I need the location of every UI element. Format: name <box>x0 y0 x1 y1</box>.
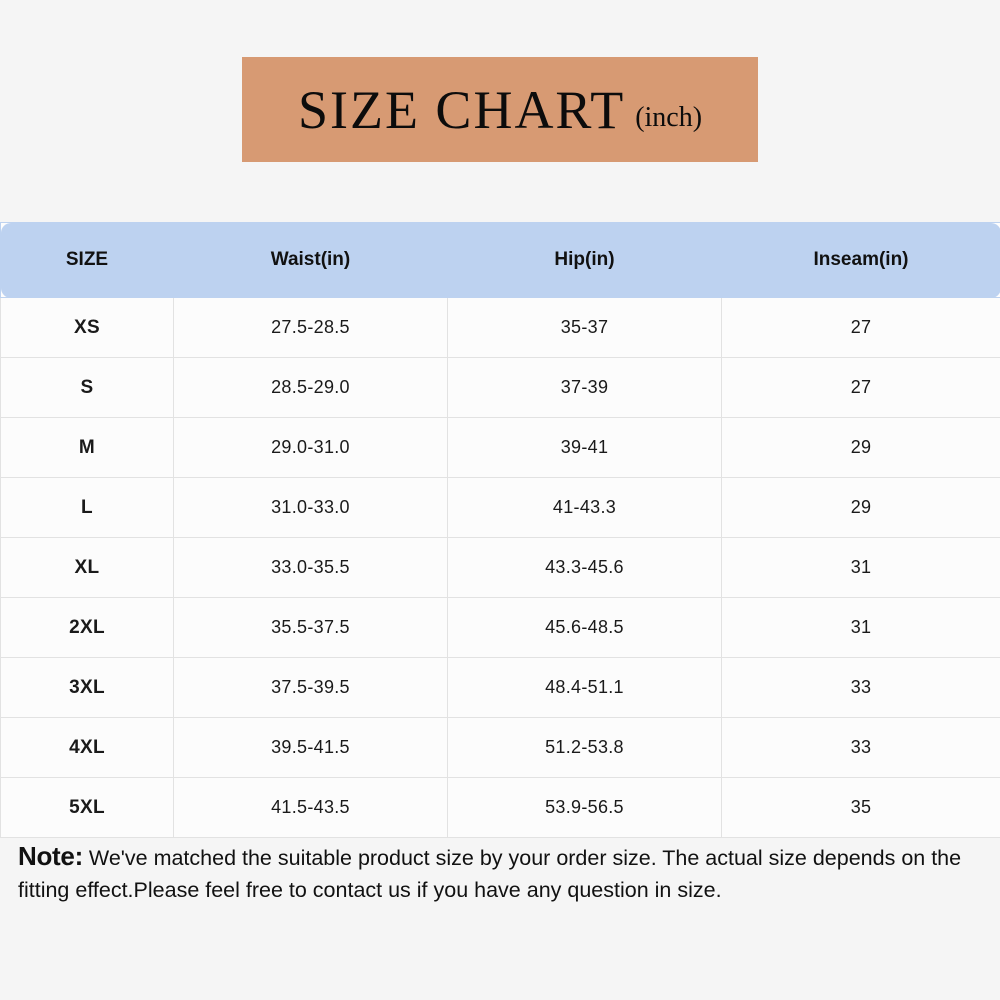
cell-waist: 29.0-31.0 <box>174 418 448 478</box>
cell-waist: 31.0-33.0 <box>174 478 448 538</box>
cell-hip: 45.6-48.5 <box>448 598 722 658</box>
note-label: Note: <box>18 841 83 871</box>
table-row <box>1 418 1000 478</box>
cell-hip: 48.4-51.1 <box>448 658 722 718</box>
cell-hip: 39-41 <box>448 418 722 478</box>
cell-hip: 53.9-56.5 <box>448 778 722 838</box>
cell-inseam: 35 <box>722 778 1000 838</box>
table-row <box>1 298 1000 358</box>
note-block <box>18 838 983 905</box>
table-row <box>1 718 1000 778</box>
cell-size: S <box>1 358 174 418</box>
column-header-waist: Waist(in) <box>174 223 448 298</box>
cell-inseam: 29 <box>722 418 1000 478</box>
table-header-row <box>1 223 1000 298</box>
cell-waist: 39.5-41.5 <box>174 718 448 778</box>
cell-inseam: 33 <box>722 658 1000 718</box>
note-body: We've matched the suitable product size by your order size. The actual size depends on the fitting effect.Please feel free to contact us if you have any question in size. <box>18 846 962 902</box>
cell-size: XL <box>1 538 174 598</box>
cell-waist: 41.5-43.5 <box>174 778 448 838</box>
cell-hip: 43.3-45.6 <box>448 538 722 598</box>
table-row <box>1 538 1000 598</box>
cell-inseam: 31 <box>722 538 1000 598</box>
cell-size: XS <box>1 298 174 358</box>
cell-hip: 51.2-53.8 <box>448 718 722 778</box>
cell-waist: 28.5-29.0 <box>174 358 448 418</box>
cell-size: 3XL <box>1 658 174 718</box>
cell-inseam: 33 <box>722 718 1000 778</box>
cell-inseam: 27 <box>722 298 1000 358</box>
table-row <box>1 658 1000 718</box>
table-row <box>1 358 1000 418</box>
table-row <box>1 598 1000 658</box>
page-title: SIZE CHART <box>297 79 626 140</box>
cell-waist: 27.5-28.5 <box>174 298 448 358</box>
cell-waist: 35.5-37.5 <box>174 598 448 658</box>
cell-size: 5XL <box>1 778 174 838</box>
title-banner <box>242 57 758 162</box>
size-table-container <box>0 222 1000 838</box>
cell-size: 2XL <box>1 598 174 658</box>
cell-size: L <box>1 478 174 538</box>
column-header-inseam: Inseam(in) <box>722 223 1000 298</box>
cell-inseam: 29 <box>722 478 1000 538</box>
column-header-hip: Hip(in) <box>448 223 722 298</box>
cell-size: 4XL <box>1 718 174 778</box>
cell-hip: 37-39 <box>448 358 722 418</box>
table-body <box>1 298 1000 838</box>
column-header-size: SIZE <box>1 223 174 298</box>
cell-waist: 37.5-39.5 <box>174 658 448 718</box>
title-unit-label: (inch) <box>635 101 703 133</box>
size-table <box>0 222 1000 838</box>
table-row <box>1 478 1000 538</box>
cell-hip: 35-37 <box>448 298 722 358</box>
cell-size: M <box>1 418 174 478</box>
cell-inseam: 31 <box>722 598 1000 658</box>
cell-waist: 33.0-35.5 <box>174 538 448 598</box>
cell-hip: 41-43.3 <box>448 478 722 538</box>
table-row <box>1 778 1000 838</box>
cell-inseam: 27 <box>722 358 1000 418</box>
table-header <box>1 223 1000 298</box>
